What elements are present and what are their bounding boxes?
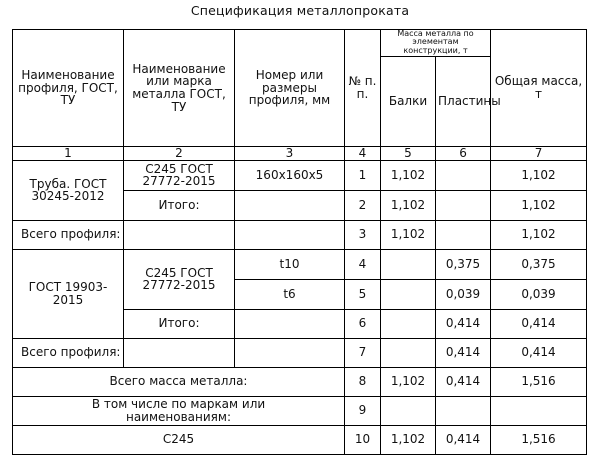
plates-cell <box>436 220 491 249</box>
total-cell: 0,414 <box>491 309 587 338</box>
profile-total-label: Всего профиля: <box>13 338 124 367</box>
size-cell: 160х160х5 <box>235 160 345 190</box>
row-number-cell: 5 <box>345 279 381 309</box>
total-cell: 1,102 <box>491 160 587 190</box>
total-cell: 0,414 <box>491 338 587 367</box>
table-row <box>13 220 587 249</box>
size-cell <box>235 338 345 367</box>
total-cell: 1,516 <box>491 367 587 396</box>
grade-cell: С245 ГОСТ 27772-2015 <box>124 249 235 309</box>
total-cell: 0,039 <box>491 279 587 309</box>
header-beams: Балки <box>381 57 436 147</box>
header-number: № п. п. <box>345 30 381 147</box>
plates-cell: 0,414 <box>436 425 491 454</box>
row-number-cell: 1 <box>345 160 381 190</box>
beams-cell <box>381 309 436 338</box>
grade-cell <box>124 338 235 367</box>
document-title: Спецификация металлопроката <box>190 3 410 18</box>
beams-cell: 1,102 <box>381 190 436 220</box>
profile-cell: Труба. ГОСТ 30245-2012 <box>13 160 124 220</box>
plates-cell: 0,414 <box>436 367 491 396</box>
subtotal-label: Итого: <box>124 190 235 220</box>
col-number: 1 <box>13 147 124 161</box>
column-number-row <box>13 147 587 161</box>
size-cell: t10 <box>235 249 345 279</box>
size-cell <box>235 309 345 338</box>
total-cell: 1,102 <box>491 190 587 220</box>
header-total-mass: Общая масса, т <box>491 30 587 147</box>
profile-cell: ГОСТ 19903-2015 <box>13 249 124 338</box>
row-number-cell: 6 <box>345 309 381 338</box>
header-row-top <box>13 30 587 57</box>
plates-cell: 0,039 <box>436 279 491 309</box>
row-number-cell: 3 <box>345 220 381 249</box>
plates-cell: 0,375 <box>436 249 491 279</box>
col-number: 6 <box>436 147 491 161</box>
beams-cell: 1,102 <box>381 367 436 396</box>
profile-total-label: Всего профиля: <box>13 220 124 249</box>
table-row <box>13 425 587 454</box>
beams-cell: 1,102 <box>381 220 436 249</box>
plates-cell <box>436 396 491 425</box>
plates-cell <box>436 160 491 190</box>
plates-cell: 0,414 <box>436 309 491 338</box>
by-grade-label <box>13 396 345 425</box>
col-number: 3 <box>235 147 345 161</box>
col-number: 4 <box>345 147 381 161</box>
size-cell <box>235 220 345 249</box>
header-profile: Наименование профиля, ГОСТ, ТУ <box>13 30 124 147</box>
col-number: 7 <box>491 147 587 161</box>
total-cell <box>491 396 587 425</box>
plates-cell: 0,414 <box>436 338 491 367</box>
header-mass-group: Масса металла по элементам конструкции, т <box>381 30 491 57</box>
total-cell: 1,102 <box>491 220 587 249</box>
beams-cell <box>381 249 436 279</box>
col-number: 2 <box>124 147 235 161</box>
header-plates: Пластины <box>436 57 491 147</box>
beams-cell <box>381 338 436 367</box>
beams-cell <box>381 396 436 425</box>
header-size: Номер или размеры профиля, мм <box>235 30 345 147</box>
table-row <box>13 338 587 367</box>
specification-table <box>12 29 587 455</box>
grade-cell: С245 ГОСТ 27772-2015 <box>124 160 235 190</box>
table-row <box>13 160 587 190</box>
beams-cell: 1,102 <box>381 160 436 190</box>
grand-total-label: Всего масса металла: <box>13 367 345 396</box>
size-cell <box>235 190 345 220</box>
total-cell: 1,516 <box>491 425 587 454</box>
plates-cell <box>436 190 491 220</box>
subtotal-label: Итого: <box>124 309 235 338</box>
beams-cell: 1,102 <box>381 425 436 454</box>
grade-name-label: С245 <box>13 425 345 454</box>
by-grade-label-text: В том числе по маркам или наименованиям: <box>91 397 266 424</box>
beams-cell <box>381 279 436 309</box>
size-cell: t6 <box>235 279 345 309</box>
table-row <box>13 367 587 396</box>
row-number-cell: 4 <box>345 249 381 279</box>
row-number-cell: 9 <box>345 396 381 425</box>
row-number-cell: 8 <box>345 367 381 396</box>
row-number-cell: 10 <box>345 425 381 454</box>
grade-cell <box>124 220 235 249</box>
row-number-cell: 7 <box>345 338 381 367</box>
table-row <box>13 249 587 279</box>
total-cell: 0,375 <box>491 249 587 279</box>
row-number-cell: 2 <box>345 190 381 220</box>
table-row <box>13 396 587 425</box>
header-grade: Наименование или марка металла ГОСТ, ТУ <box>124 30 235 147</box>
col-number: 5 <box>381 147 436 161</box>
